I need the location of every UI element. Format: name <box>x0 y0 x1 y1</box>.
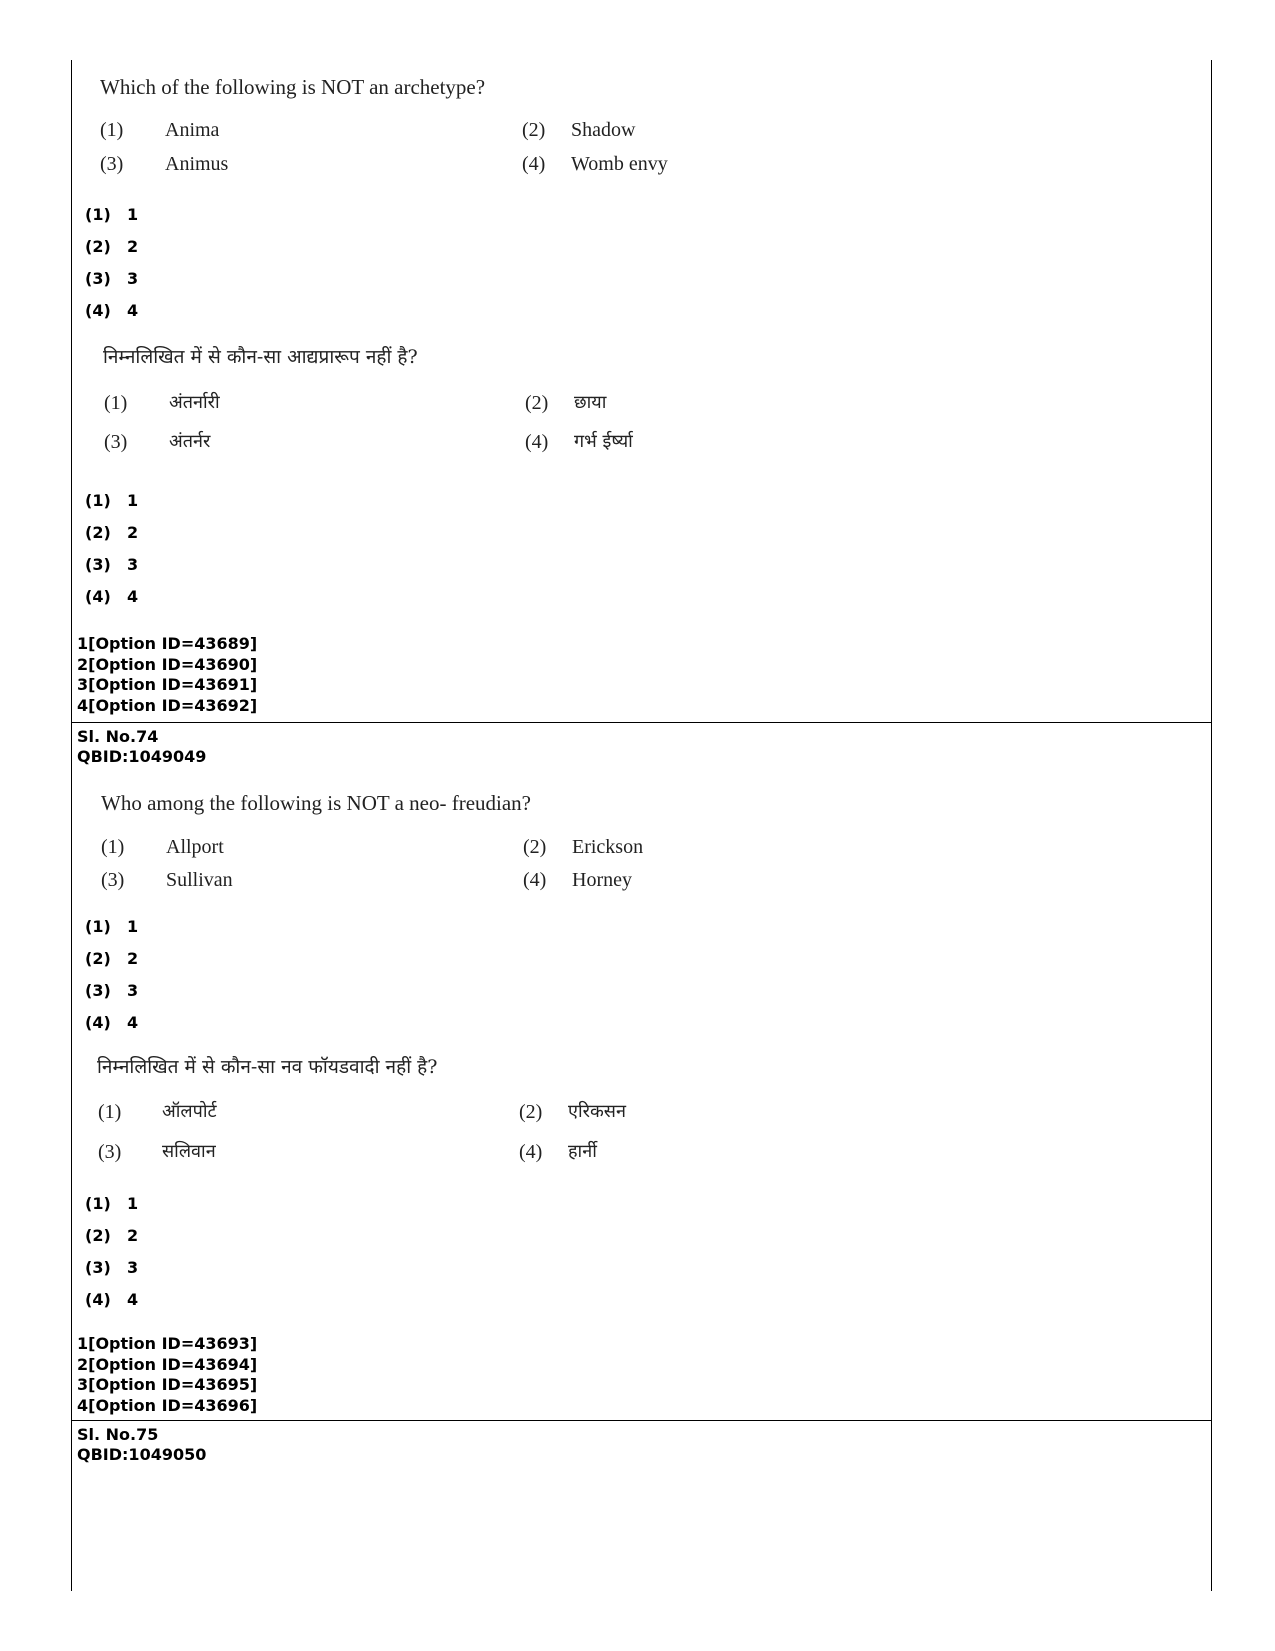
answer-choice: (3) 3 <box>85 269 139 288</box>
option-number: (3) <box>98 1141 122 1163</box>
option-number: (2) <box>525 392 549 414</box>
option-number: (1) <box>101 836 125 858</box>
answer-choice: (4) 4 <box>85 1013 139 1032</box>
question-header <box>77 727 206 767</box>
option-number: (1) <box>98 1101 122 1123</box>
option-number: (3) <box>101 869 125 891</box>
answer-choice: (2) 2 <box>85 523 139 542</box>
option-text: Animus <box>165 153 229 175</box>
answer-choice: (3) 3 <box>85 555 139 574</box>
option-id: 4[Option ID=43692] <box>77 695 258 715</box>
option-id: 2[Option ID=43690] <box>77 654 258 674</box>
option-text: अंतर्नर <box>169 431 211 452</box>
page-right-border <box>1211 60 1212 1591</box>
serial-number: Sl. No.75 <box>77 1425 159 1444</box>
answer-choice: (1) 1 <box>85 491 139 510</box>
question-header <box>77 1425 206 1465</box>
qbid: QBID:1049050 <box>77 1445 207 1464</box>
option-text: Horney <box>572 869 632 891</box>
option-number: (4) <box>523 869 547 891</box>
option-text: Sullivan <box>166 869 233 891</box>
option-text: गर्भ ईर्ष्या <box>574 431 633 452</box>
option-text: छाया <box>574 392 607 413</box>
answer-choice: (1) 1 <box>85 1194 139 1213</box>
option-text: ऑलपोर्ट <box>162 1101 217 1122</box>
answer-choice: (4) 4 <box>85 1290 139 1309</box>
question-stem-hindi: निम्नलिखित में से कौन-सा आद्यप्रारूप नहीं है? <box>103 346 418 368</box>
option-text: Womb envy <box>571 153 668 175</box>
option-number: (3) <box>100 153 124 175</box>
option-number: (4) <box>525 431 549 453</box>
option-text: एरिकसन <box>568 1101 626 1122</box>
option-id: 3[Option ID=43691] <box>77 675 258 694</box>
option-text: सलिवान <box>162 1141 216 1162</box>
option-text: Shadow <box>571 119 636 141</box>
option-number: (1) <box>100 119 124 141</box>
option-id-list <box>77 634 257 716</box>
answer-choice: (2) 2 <box>85 949 139 968</box>
option-text: अंतर्नारी <box>169 392 220 413</box>
question-stem-english: Which of the following is NOT an archetype? <box>100 75 486 99</box>
option-text: Anima <box>165 119 220 141</box>
option-id-list <box>77 1334 257 1416</box>
option-number: (4) <box>519 1141 543 1163</box>
page-left-border <box>71 60 72 1591</box>
answer-choice: (3) 3 <box>85 981 139 1000</box>
answer-choice: (3) 3 <box>85 1258 139 1277</box>
question-divider <box>71 1420 1212 1421</box>
option-number: (1) <box>104 392 128 414</box>
option-id: 3[Option ID=43695] <box>77 1375 258 1394</box>
answer-choice: (1) 1 <box>85 205 139 224</box>
serial-number: Sl. No.74 <box>77 727 159 746</box>
answer-choice: (4) 4 <box>85 301 139 320</box>
question-stem-hindi: निम्नलिखित में से कौन-सा नव फॉयडवादी नहीं है? <box>97 1056 438 1078</box>
answer-choice: (1) 1 <box>85 917 139 936</box>
question-divider <box>71 722 1212 723</box>
option-number: (3) <box>104 431 128 453</box>
option-number: (2) <box>523 836 547 858</box>
qbid: QBID:1049049 <box>77 747 207 766</box>
option-number: (2) <box>522 119 546 141</box>
option-text: Erickson <box>572 836 644 858</box>
answer-choice: (2) 2 <box>85 237 139 256</box>
option-number: (2) <box>519 1101 543 1123</box>
option-id: 4[Option ID=43696] <box>77 1395 258 1415</box>
option-id: 2[Option ID=43694] <box>77 1354 258 1374</box>
option-id: 1[Option ID=43693] <box>77 1334 258 1353</box>
answer-choice: (4) 4 <box>85 587 139 606</box>
option-number: (4) <box>522 153 546 175</box>
option-text: Allport <box>166 836 224 858</box>
answer-choice: (2) 2 <box>85 1226 139 1245</box>
option-text: हार्नी <box>568 1141 597 1162</box>
option-id: 1[Option ID=43689] <box>77 634 258 653</box>
question-stem-english: Who among the following is NOT a neo- freudian? <box>101 791 531 815</box>
